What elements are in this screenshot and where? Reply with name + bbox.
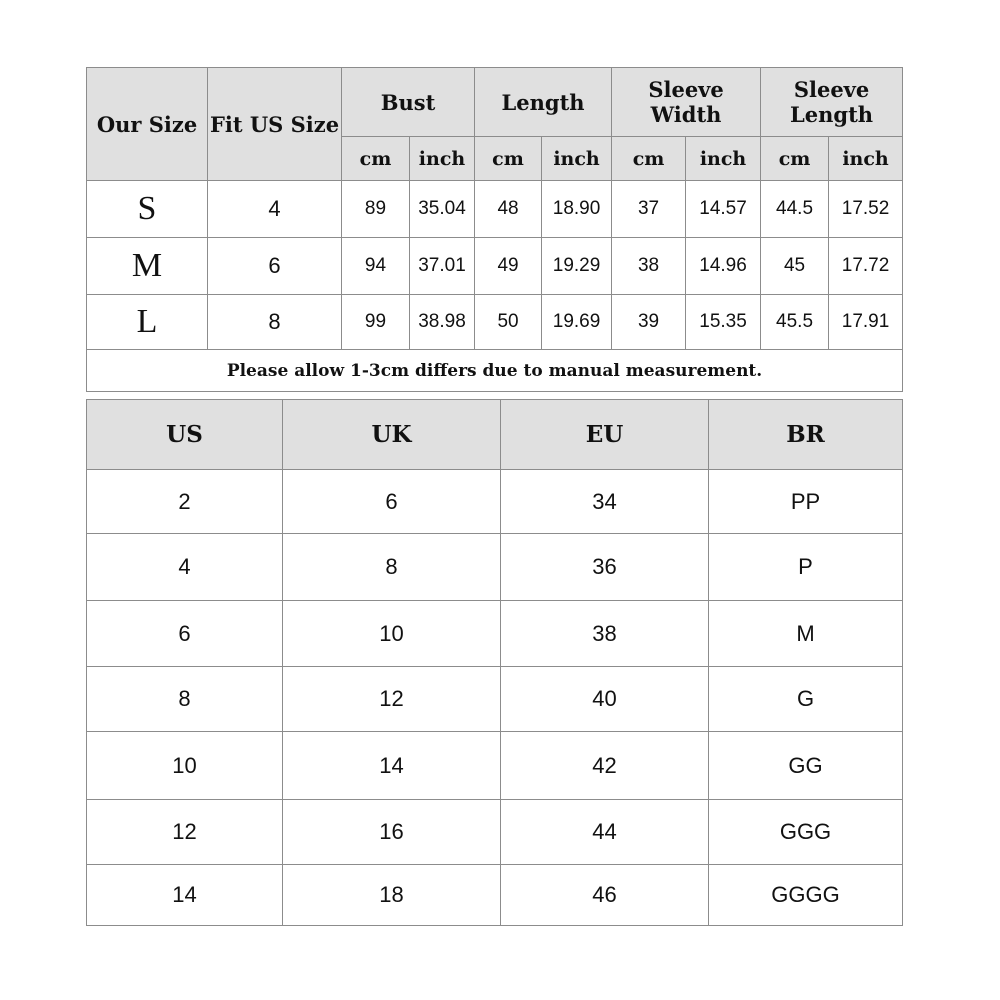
eu-cell: 46 bbox=[501, 865, 709, 926]
table-row bbox=[87, 800, 903, 865]
header-uk: UK bbox=[283, 400, 501, 470]
table-row bbox=[87, 732, 903, 800]
eu-cell: 42 bbox=[501, 732, 709, 800]
uk-cell: 14 bbox=[283, 732, 501, 800]
length-cm-cell: 48 bbox=[475, 181, 542, 238]
sleeve-length-cm-cell: 44.5 bbox=[761, 181, 829, 238]
table-row bbox=[87, 181, 903, 238]
size-conversion-table bbox=[86, 399, 903, 926]
us-cell: 10 bbox=[87, 732, 283, 800]
measurement-note: Please allow 1-3cm differs due to manual measurement. bbox=[87, 350, 903, 392]
eu-cell: 38 bbox=[501, 601, 709, 667]
table-row bbox=[87, 667, 903, 732]
table-row bbox=[87, 865, 903, 926]
header-us: US bbox=[87, 400, 283, 470]
sleeve-length-cm-cell: 45.5 bbox=[761, 295, 829, 350]
header-our-size: Our Size bbox=[87, 68, 208, 181]
us-cell: 8 bbox=[87, 667, 283, 732]
sleeve-length-inch-cell: 17.52 bbox=[829, 181, 903, 238]
us-cell: 14 bbox=[87, 865, 283, 926]
sleeve-length-inch-cell: 17.72 bbox=[829, 238, 903, 295]
header-length: Length bbox=[475, 68, 612, 137]
us-cell: 2 bbox=[87, 470, 283, 534]
sleeve-width-cm-cell: 38 bbox=[612, 238, 686, 295]
sleeve-width-cm-cell: 37 bbox=[612, 181, 686, 238]
header-eu: EU bbox=[501, 400, 709, 470]
sleeve-width-inch-cell: 14.57 bbox=[686, 181, 761, 238]
our-size-cell: M bbox=[87, 238, 208, 295]
table-row bbox=[87, 295, 903, 350]
br-cell: GG bbox=[709, 732, 903, 800]
uk-cell: 8 bbox=[283, 534, 501, 601]
sleeve-length-inch-cell: 17.91 bbox=[829, 295, 903, 350]
unit-sleeve-width-cm: cm bbox=[612, 137, 686, 181]
br-cell: PP bbox=[709, 470, 903, 534]
bust-cm-cell: 89 bbox=[342, 181, 410, 238]
us-cell: 12 bbox=[87, 800, 283, 865]
header-sleeve-length: Sleeve Length bbox=[761, 68, 903, 137]
length-inch-cell: 18.90 bbox=[542, 181, 612, 238]
unit-bust-inch: inch bbox=[410, 137, 475, 181]
length-inch-cell: 19.29 bbox=[542, 238, 612, 295]
eu-cell: 34 bbox=[501, 470, 709, 534]
bust-inch-cell: 35.04 bbox=[410, 181, 475, 238]
bust-inch-cell: 37.01 bbox=[410, 238, 475, 295]
unit-bust-cm: cm bbox=[342, 137, 410, 181]
header-sleeve-width: Sleeve Width bbox=[612, 68, 761, 137]
sleeve-width-inch-cell: 15.35 bbox=[686, 295, 761, 350]
us-cell: 6 bbox=[87, 601, 283, 667]
unit-sleeve-length-cm: cm bbox=[761, 137, 829, 181]
fit-us-cell: 4 bbox=[208, 181, 342, 238]
br-cell: P bbox=[709, 534, 903, 601]
our-size-cell: S bbox=[87, 181, 208, 238]
eu-cell: 40 bbox=[501, 667, 709, 732]
uk-cell: 16 bbox=[283, 800, 501, 865]
table-row bbox=[87, 601, 903, 667]
bust-cm-cell: 99 bbox=[342, 295, 410, 350]
br-cell: M bbox=[709, 601, 903, 667]
uk-cell: 6 bbox=[283, 470, 501, 534]
length-cm-cell: 50 bbox=[475, 295, 542, 350]
bust-inch-cell: 38.98 bbox=[410, 295, 475, 350]
our-size-cell: L bbox=[87, 295, 208, 350]
unit-length-inch: inch bbox=[542, 137, 612, 181]
uk-cell: 12 bbox=[283, 667, 501, 732]
eu-cell: 36 bbox=[501, 534, 709, 601]
fit-us-cell: 6 bbox=[208, 238, 342, 295]
fit-us-cell: 8 bbox=[208, 295, 342, 350]
sleeve-width-inch-cell: 14.96 bbox=[686, 238, 761, 295]
br-cell: GGG bbox=[709, 800, 903, 865]
br-cell: G bbox=[709, 667, 903, 732]
table-row bbox=[87, 534, 903, 601]
length-inch-cell: 19.69 bbox=[542, 295, 612, 350]
uk-cell: 18 bbox=[283, 865, 501, 926]
header-bust: Bust bbox=[342, 68, 475, 137]
sleeve-width-cm-cell: 39 bbox=[612, 295, 686, 350]
unit-length-cm: cm bbox=[475, 137, 542, 181]
bust-cm-cell: 94 bbox=[342, 238, 410, 295]
uk-cell: 10 bbox=[283, 601, 501, 667]
us-cell: 4 bbox=[87, 534, 283, 601]
unit-sleeve-length-inch: inch bbox=[829, 137, 903, 181]
table-row bbox=[87, 470, 903, 534]
eu-cell: 44 bbox=[501, 800, 709, 865]
unit-sleeve-width-inch: inch bbox=[686, 137, 761, 181]
header-br: BR bbox=[709, 400, 903, 470]
length-cm-cell: 49 bbox=[475, 238, 542, 295]
br-cell: GGGG bbox=[709, 865, 903, 926]
sleeve-length-cm-cell: 45 bbox=[761, 238, 829, 295]
size-measurement-table bbox=[86, 67, 903, 392]
table-row bbox=[87, 238, 903, 295]
header-fit-us-size: Fit US Size bbox=[208, 68, 342, 181]
